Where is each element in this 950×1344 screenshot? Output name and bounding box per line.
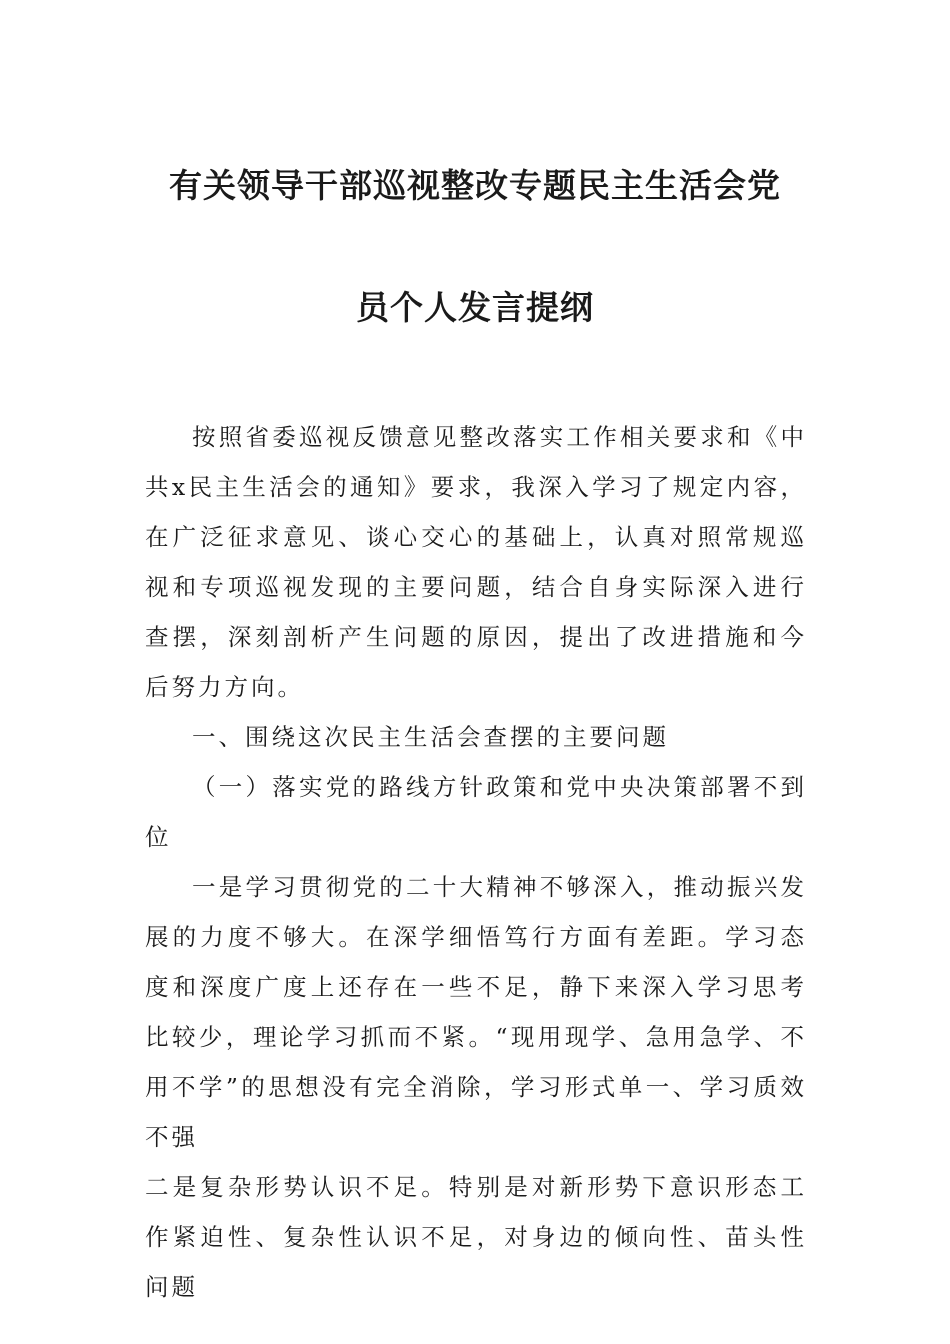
document-title-line-1: 有关领导干部巡视整改专题民主生活会党 xyxy=(169,166,781,205)
body-paragraph-2: 二是复杂形势认识不足。特别是对新形势下意识形态工作紧迫性、复杂性认识不足，对身边的倾向性、苗头性问题 xyxy=(145,1173,807,1301)
document-title-line-2: 员个人发言提纲 xyxy=(356,288,594,327)
intro-paragraph: 按照省委巡视反馈意见整改落实工作相关要求和《中共x民主生活会的通知》要求，我深入学习了规定内容，在广泛征求意见、谈心交心的基础上，认真对照常规巡视和专项巡视发现的主要问题，结合自身实际深入进行查摆，深刻剖析产生问题的原因，提出了改进措施和今后努力方向。 xyxy=(145,423,807,701)
document-body xyxy=(145,412,807,1312)
section-heading-1: 一、围绕这次民主生活会查摆的主要问题 xyxy=(192,723,669,751)
body-paragraph-1: 一是学习贯彻党的二十大精神不够深入，推动振兴发展的力度不够大。在深学细悟笃行方面有差距。学习态度和深度广度上还存在一些不足，静下来深入学习思考比较少，理论学习抓而不紧。“现用现学、急用急学、不用不学”的思想没有完全消除，学习形式单一、学习质效不强 xyxy=(145,873,807,1151)
subsection-heading-1: （一）落实党的路线方针政策和党中央决策部署不到位 xyxy=(145,773,807,851)
